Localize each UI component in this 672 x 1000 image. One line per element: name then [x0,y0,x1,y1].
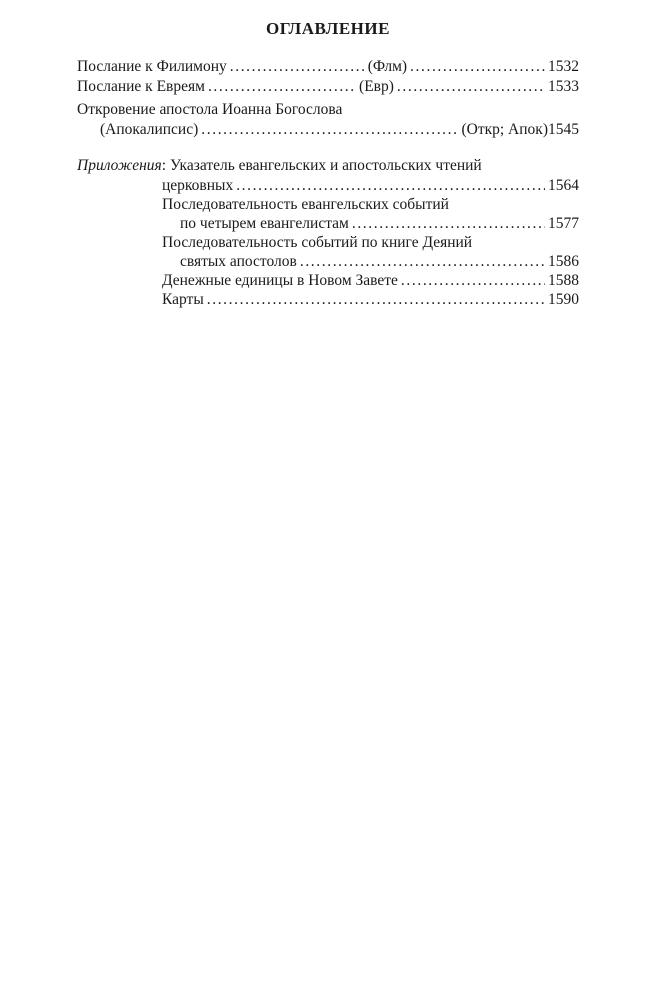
appendix-item-label: святых апостолов [180,253,297,270]
appendix-item-label: Денежные единицы в Новом Завете [162,272,398,289]
appendix-colon: : [161,157,170,174]
toc-entry-label: Послание к Филимону [77,58,227,75]
dot-leader [208,77,356,97]
appendix-prefix: Приложения [77,157,162,174]
toc-title: ОГЛАВЛЕНИЕ [266,19,390,38]
appendix-item-maps [162,290,579,310]
dot-leader [207,290,545,310]
appendix-item-gospel-line1: Последовательность евангельских событий [162,196,449,213]
toc-entry-page: 1533 [548,78,579,95]
dot-leader [236,176,545,196]
toc-entry-revelation [100,120,579,140]
appendix-line1 [77,156,482,176]
dot-leader [300,252,545,272]
appendix-item-acts-line1: Последовательность событий по книге Деяний [162,234,473,251]
appendix-item-readings [162,176,579,196]
toc-entry-page: 1532 [548,58,579,75]
toc-entry-philemon [77,57,579,77]
toc-entry-abbr: (Откр; Апок) [461,121,548,138]
toc-entry-label: (Апокалипсис) [100,121,199,138]
appendix-item-page: 1586 [548,253,579,270]
toc-entry-abbr: (Флм) [367,58,408,75]
dot-leader [410,57,545,77]
dot-leader [201,120,458,140]
dot-leader [230,57,365,77]
appendix-item-gospel [180,214,579,234]
appendix-item-label: Карты [162,291,204,308]
appendix-item-page: 1577 [548,215,579,232]
appendix-item-acts [180,252,579,272]
toc-entry-revelation-line1: Откровение апостола Иоанна Богослова [77,101,343,118]
appendix-item-label: по четырем евангелистам [180,215,349,232]
appendix-item-money [162,271,579,291]
toc-entry-page: 1545 [548,121,579,138]
appendix-item-page: 1564 [548,177,579,194]
toc-entry-label: Послание к Евреям [77,78,205,95]
dot-leader [401,271,545,291]
appendix-item-line1: Указатель евангельских и апостольских чтений [169,157,482,174]
appendix-item-page: 1590 [548,291,579,308]
dot-leader [352,214,545,234]
appendix-item-page: 1588 [548,272,579,289]
toc-entry-abbr: (Евр) [359,78,394,95]
dot-leader [397,77,545,97]
appendix-item-label: церковных [162,177,234,194]
toc-entry-hebrews [77,77,579,97]
